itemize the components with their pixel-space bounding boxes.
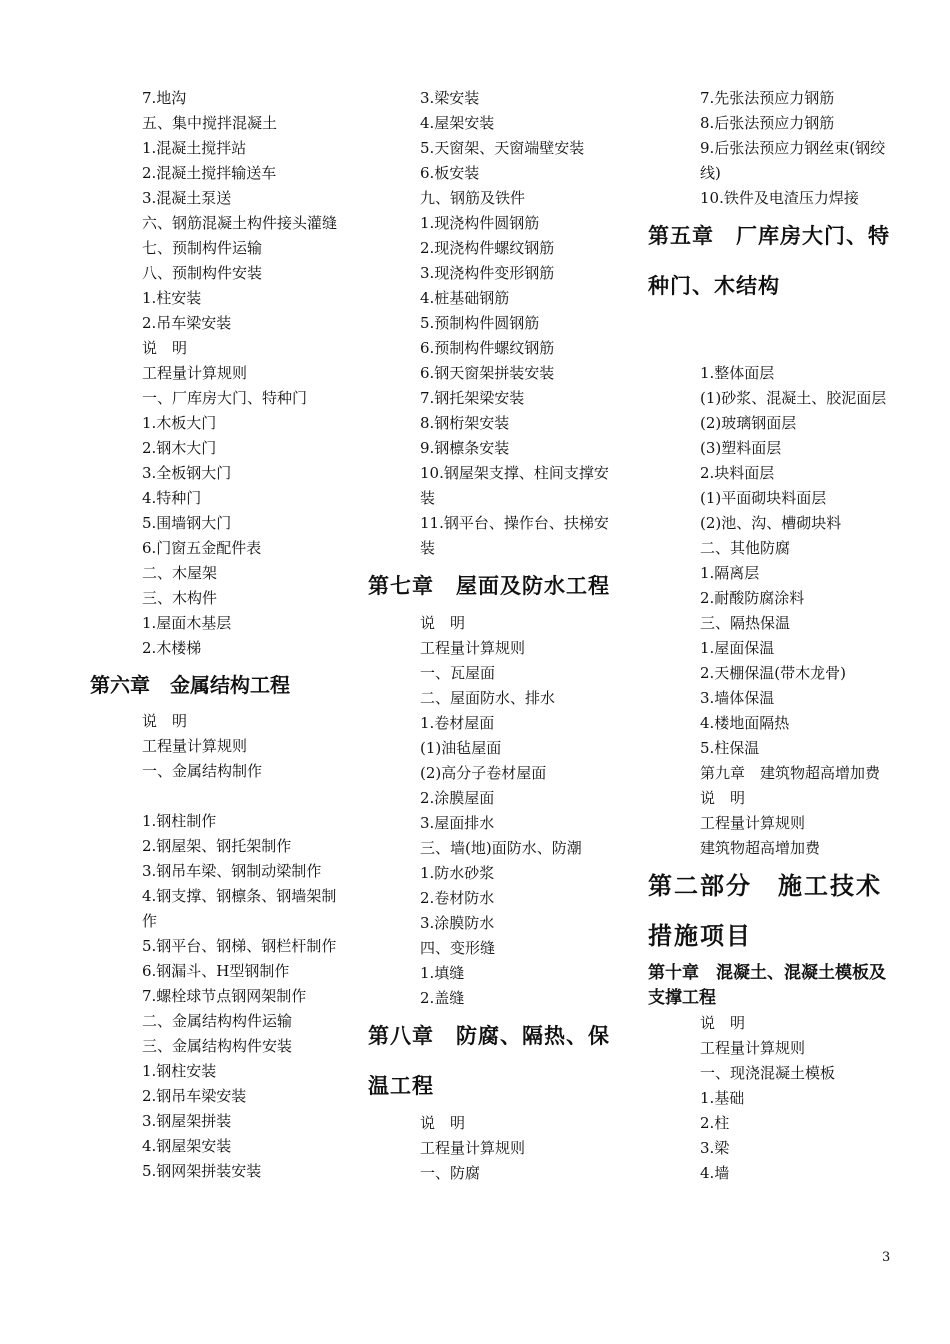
toc-entry: 三、墙(地)面防水、防潮 — [420, 839, 582, 857]
toc-column-2 — [368, 86, 620, 1186]
col2c-list — [368, 1111, 620, 1186]
toc-entry: 工程量计算规则 — [142, 364, 248, 382]
toc-entry: 1.现浇构件圆钢筋 — [420, 214, 540, 232]
toc-entry: 6.门窗五金配件表 — [142, 539, 262, 557]
toc-entry: 4.钢屋架安装 — [142, 1137, 232, 1155]
toc-entry: 11.钢平台、操作台、扶梯安装 — [420, 514, 609, 557]
col1c-list — [90, 809, 340, 1184]
toc-entry: (2)玻璃钢面层 — [700, 414, 797, 432]
part-2-heading: 第二部分 施工技术措施项目 — [648, 872, 882, 950]
blank-space — [648, 311, 900, 361]
toc-entry: 6.预制构件螺纹钢筋 — [420, 339, 555, 357]
toc-entry: 5.钢平台、钢梯、钢栏杆制作 — [142, 937, 337, 955]
toc-entry: 三、木构件 — [142, 589, 218, 607]
chapter-7-heading: 第七章 屋面及防水工程 — [368, 574, 610, 598]
toc-entry: 说 明 — [420, 614, 466, 632]
toc-entry: 2.天棚保温(带木龙骨) — [700, 664, 847, 682]
toc-entry: 说 明 — [420, 1114, 466, 1132]
toc-entry: 1.防水砂浆 — [420, 864, 495, 882]
toc-entry: 3.钢吊车梁、钢制动梁制作 — [142, 862, 322, 880]
toc-entry: 4.桩基础钢筋 — [420, 289, 510, 307]
toc-entry: 3.屋面排水 — [420, 814, 495, 832]
toc-entry: 10.铁件及电渣压力焊接 — [700, 189, 859, 207]
toc-entry: 2.卷材防水 — [420, 889, 495, 907]
toc-entry: 工程量计算规则 — [700, 814, 806, 832]
toc-entry: 7.钢托架梁安装 — [420, 389, 525, 407]
toc-entry: 一、防腐 — [420, 1164, 481, 1182]
toc-entry: 5.天窗架、天窗端壁安装 — [420, 139, 585, 157]
toc-entry: 6.板安装 — [420, 164, 480, 182]
toc-entry: 5.钢网架拼装安装 — [142, 1162, 262, 1180]
toc-entry: 7.地沟 — [142, 89, 187, 107]
blank-line — [90, 784, 340, 809]
toc-entry: 1.柱安装 — [142, 289, 202, 307]
toc-entry: 4.楼地面隔热 — [700, 714, 790, 732]
toc-entry: (2)池、沟、槽砌块料 — [700, 514, 842, 532]
toc-entry: 九、钢筋及铁件 — [420, 189, 526, 207]
toc-entry: 三、金属结构构件安装 — [142, 1037, 293, 1055]
chapter-6-heading: 第六章 金属结构工程 — [90, 673, 290, 697]
col1b-list — [90, 709, 340, 784]
chapter-10-heading: 第十章 混凝土、混凝土模板及支撑工程 — [648, 963, 886, 1008]
chapter-8-heading: 第八章 防腐、隔热、保温工程 — [368, 1024, 610, 1098]
toc-entry: 10.钢屋架支撑、柱间支撑安装 — [420, 464, 609, 507]
toc-entry: 1.整体面层 — [700, 364, 775, 382]
toc-entry: 9.后张法预应力钢丝束(钢绞线) — [700, 139, 886, 182]
toc-entry: 2.钢木大门 — [142, 439, 217, 457]
toc-entry: 1.卷材屋面 — [420, 714, 495, 732]
toc-entry: 三、隔热保温 — [700, 614, 791, 632]
toc-entry: 说 明 — [142, 339, 188, 357]
toc-entry: 2.混凝土搅拌输送车 — [142, 164, 277, 182]
toc-entry: 四、变形缝 — [420, 939, 496, 957]
col3-list — [648, 86, 900, 211]
col3b-list — [648, 361, 900, 861]
toc-entry: 4.钢支撑、钢檩条、钢墙架制作 — [142, 887, 337, 930]
toc-entry: 一、金属结构制作 — [142, 762, 263, 780]
page-number: 3 — [882, 1250, 891, 1265]
toc-entry: 工程量计算规则 — [142, 737, 248, 755]
toc-entry: 五、集中搅拌混凝土 — [142, 114, 278, 132]
chapter-5-heading: 第五章 厂库房大门、特种门、木结构 — [648, 224, 890, 298]
toc-entry: 2.钢吊车梁安装 — [142, 1087, 247, 1105]
toc-entry: 工程量计算规则 — [700, 1039, 806, 1057]
toc-entry: 2.吊车梁安装 — [142, 314, 232, 332]
col2-list — [368, 86, 620, 561]
toc-entry: 2.柱 — [700, 1114, 730, 1132]
toc-entry: 3.梁 — [700, 1139, 730, 1157]
toc-entry: 一、瓦屋面 — [420, 664, 496, 682]
toc-entry: 5.围墙钢大门 — [142, 514, 232, 532]
col1-list — [90, 86, 340, 661]
toc-entry: 7.先张法预应力钢筋 — [700, 89, 835, 107]
toc-entry: 二、木屋架 — [142, 564, 218, 582]
toc-entry: 8.后张法预应力钢筋 — [700, 114, 835, 132]
toc-entry: 二、屋面防水、排水 — [420, 689, 556, 707]
toc-entry: 1.基础 — [700, 1089, 745, 1107]
toc-entry: 4.屋架安装 — [420, 114, 495, 132]
toc-entry: 3.墙体保温 — [700, 689, 775, 707]
toc-entry: (2)高分子卷材屋面 — [420, 764, 547, 782]
toc-entry: (1)平面砌块料面层 — [700, 489, 827, 507]
toc-entry: 3.涂膜防水 — [420, 914, 495, 932]
toc-column-1 — [90, 86, 340, 1184]
toc-entry: 1.屋面木基层 — [142, 614, 232, 632]
toc-entry: 7.螺栓球节点钢网架制作 — [142, 987, 307, 1005]
toc-entry: 七、预制构件运输 — [142, 239, 263, 257]
col3c-list — [648, 1011, 900, 1186]
toc-entry: 2.块料面层 — [700, 464, 775, 482]
toc-entry: 6.钢漏斗、H型钢制作 — [142, 962, 290, 980]
toc-column-3 — [648, 86, 900, 1186]
toc-entry: 3.全板钢大门 — [142, 464, 232, 482]
toc-entry: 3.现浇构件变形钢筋 — [420, 264, 555, 282]
toc-entry: 2.现浇构件螺纹钢筋 — [420, 239, 555, 257]
toc-entry: 1.屋面保温 — [700, 639, 775, 657]
toc-entry: 六、钢筋混凝土构件接头灌缝 — [142, 214, 338, 232]
toc-entry: 5.预制构件圆钢筋 — [420, 314, 540, 332]
toc-entry: 八、预制构件安装 — [142, 264, 263, 282]
toc-entry: 说 明 — [142, 712, 188, 730]
toc-entry: 1.填缝 — [420, 964, 465, 982]
toc-entry: 2.木楼梯 — [142, 639, 202, 657]
col2b-list — [368, 611, 620, 1011]
toc-entry: 1.钢柱安装 — [142, 1062, 217, 1080]
toc-entry: 工程量计算规则 — [420, 1139, 526, 1157]
toc-entry: 工程量计算规则 — [420, 639, 526, 657]
toc-entry: 1.隔离层 — [700, 564, 760, 582]
toc-entry: 二、金属结构构件运输 — [142, 1012, 293, 1030]
toc-entry: 1.混凝土搅拌站 — [142, 139, 247, 157]
toc-entry: 第九章 建筑物超高增加费 — [700, 764, 881, 782]
toc-entry: 9.钢檩条安装 — [420, 439, 510, 457]
toc-entry: (3)塑料面层 — [700, 439, 782, 457]
toc-entry: 一、厂库房大门、特种门 — [142, 389, 308, 407]
toc-entry: 4.特种门 — [142, 489, 202, 507]
toc-entry: 说 明 — [700, 1014, 746, 1032]
toc-entry: (1)油毡屋面 — [420, 739, 502, 757]
toc-entry: 2.钢屋架、钢托架制作 — [142, 837, 292, 855]
toc-entry: 建筑物超高增加费 — [700, 839, 821, 857]
toc-entry: 6.钢天窗架拼装安装 — [420, 364, 555, 382]
toc-entry: 3.混凝土泵送 — [142, 189, 232, 207]
toc-entry: 说 明 — [700, 789, 746, 807]
toc-entry: 3.梁安装 — [420, 89, 480, 107]
toc-entry: 8.钢桁架安装 — [420, 414, 510, 432]
toc-entry: 4.墙 — [700, 1164, 730, 1182]
toc-entry: 2.耐酸防腐涂料 — [700, 589, 805, 607]
toc-entry: 2.盖缝 — [420, 989, 465, 1007]
toc-entry: 1.木板大门 — [142, 414, 217, 432]
toc-entry: 2.涂膜屋面 — [420, 789, 495, 807]
toc-entry: 一、现浇混凝土模板 — [700, 1064, 836, 1082]
toc-entry: 5.柱保温 — [700, 739, 760, 757]
toc-entry: 3.钢屋架拼装 — [142, 1112, 232, 1130]
toc-entry: 1.钢柱制作 — [142, 812, 217, 830]
toc-entry: 二、其他防腐 — [700, 539, 791, 557]
toc-entry: (1)砂浆、混凝土、胶泥面层 — [700, 389, 887, 407]
